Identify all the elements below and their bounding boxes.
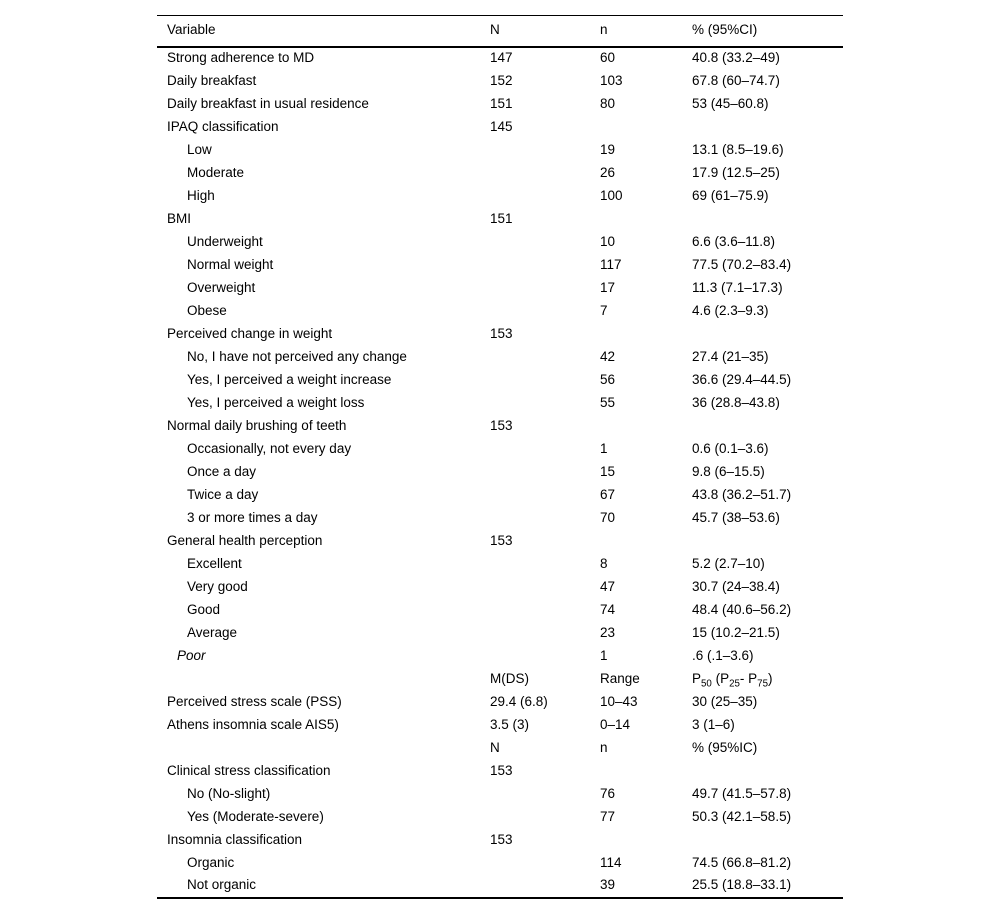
N-cell: 152 — [490, 72, 513, 88]
n-cell — [590, 829, 682, 852]
pct-cell — [682, 208, 843, 231]
N-cell — [480, 599, 590, 622]
n-cell: 39 — [600, 877, 616, 893]
N-cell — [480, 576, 590, 599]
pct-cell: $P_{50}$ ($P_{25}-$ $P_{75}$) — [692, 670, 773, 690]
variable-cell: Underweight — [187, 233, 263, 249]
N-cell — [480, 852, 590, 875]
table-row — [157, 622, 843, 645]
table-row — [157, 461, 843, 484]
n-cell — [590, 208, 682, 231]
table-row — [157, 139, 843, 162]
n-cell — [590, 760, 682, 783]
pct-cell: 17.9 (12.5–25) — [692, 164, 780, 180]
variable-cell: Once a day — [187, 463, 257, 479]
N-cell: 153 — [490, 831, 513, 847]
N-cell — [480, 553, 590, 576]
table-row — [157, 576, 843, 599]
n-cell: 26 — [600, 164, 616, 180]
n-cell: 60 — [600, 50, 616, 66]
pct-cell: .6 (.1–3.6) — [692, 647, 754, 663]
n-cell: 8 — [600, 555, 608, 571]
N-cell: 153 — [490, 762, 513, 778]
n-cell: 67 — [600, 486, 616, 502]
table-row — [157, 691, 843, 714]
table-row — [157, 47, 843, 70]
pct-cell: 77.5 (70.2–83.4) — [692, 256, 792, 272]
table-row — [157, 300, 843, 323]
n-cell: 23 — [600, 624, 616, 640]
table-row — [157, 507, 843, 530]
variable-cell: Very good — [187, 578, 248, 594]
pct-cell: 67.8 (60–74.7) — [692, 72, 780, 88]
table-row — [157, 346, 843, 369]
pct-cell: 40.8 (33.2–49) — [692, 50, 780, 66]
N-cell: 147 — [490, 50, 513, 66]
n-cell: 80 — [600, 95, 616, 111]
pct-cell: 69 (61–75.9) — [692, 187, 769, 203]
table-subheader-row — [157, 737, 843, 760]
n-cell: 10 — [600, 233, 616, 249]
table-row — [157, 645, 843, 668]
variable-cell: Good — [187, 601, 221, 617]
pct-cell: 36 (28.8–43.8) — [692, 394, 780, 410]
pct-cell: 43.8 (36.2–51.7) — [692, 486, 792, 502]
pct-cell: 3 (1–6) — [692, 716, 735, 732]
variable-cell: High — [187, 187, 215, 203]
variable-cell: Strong adherence to MD — [167, 50, 315, 66]
variable-cell: Clinical stress classification — [167, 762, 331, 778]
n-cell: 100 — [600, 187, 623, 203]
variable-cell: Normal daily brushing of teeth — [167, 417, 347, 433]
variable-cell: Insomnia classification — [167, 831, 303, 847]
pct-cell — [682, 760, 843, 783]
col-header-n: n — [600, 22, 608, 38]
variable-cell: Athens insomnia scale AIS5) — [167, 716, 339, 732]
table-row — [157, 530, 843, 553]
N-cell — [480, 783, 590, 806]
variable-cell: Occasionally, not every day — [187, 440, 352, 456]
variable-cell: Not organic — [187, 877, 257, 893]
variable-cell: No (No-slight) — [187, 785, 271, 801]
N-cell: 151 — [490, 95, 513, 111]
n-cell: 1 — [600, 647, 608, 663]
n-cell: 74 — [600, 601, 616, 617]
table-subheader-row — [157, 668, 843, 691]
variable-cell: Low — [187, 141, 212, 157]
variable-cell — [157, 668, 480, 691]
n-cell: Range — [600, 670, 640, 686]
n-cell: 47 — [600, 578, 616, 594]
pct-cell: 74.5 (66.8–81.2) — [692, 854, 792, 870]
variable-cell: Average — [187, 624, 238, 640]
N-cell — [480, 231, 590, 254]
col-header-variable: Variable — [167, 22, 216, 38]
n-cell: 114 — [600, 854, 622, 870]
N-cell — [480, 369, 590, 392]
N-cell: M(DS) — [490, 670, 529, 686]
n-cell: 19 — [600, 141, 616, 157]
pct-cell: 48.4 (40.6–56.2) — [692, 601, 792, 617]
variable-cell: Daily breakfast in usual residence — [167, 95, 369, 111]
variable-cell: Moderate — [187, 164, 245, 180]
pct-cell: 49.7 (41.5–57.8) — [692, 785, 792, 801]
n-cell: 103 — [600, 72, 623, 88]
N-cell: 153 — [490, 417, 513, 433]
n-cell: 17 — [600, 279, 616, 295]
variable-cell: BMI — [167, 210, 192, 226]
table-row — [157, 714, 843, 737]
table-row — [157, 392, 843, 415]
col-header-pct: % (95%CI) — [692, 22, 758, 38]
variable-cell: Perceived change in weight — [167, 325, 333, 341]
N-cell — [480, 139, 590, 162]
pct-cell: 11.3 (7.1–17.3) — [692, 279, 783, 295]
n-cell: 15 — [600, 463, 616, 479]
N-cell — [480, 254, 590, 277]
pct-cell: % (95%IC) — [692, 739, 758, 755]
table-row — [157, 599, 843, 622]
N-cell — [480, 622, 590, 645]
table-row — [157, 277, 843, 300]
N-cell — [480, 806, 590, 829]
variable-cell: Yes, I perceived a weight loss — [187, 394, 365, 410]
n-cell: 1 — [600, 440, 608, 456]
table-row — [157, 852, 843, 875]
N-cell — [480, 185, 590, 208]
n-cell: 42 — [600, 348, 616, 364]
N-cell — [480, 461, 590, 484]
N-cell — [480, 277, 590, 300]
variable-cell: Twice a day — [187, 486, 259, 502]
table-row — [157, 254, 843, 277]
N-cell — [480, 507, 590, 530]
table-row — [157, 185, 843, 208]
table-row — [157, 162, 843, 185]
N-cell — [480, 645, 590, 668]
n-cell — [590, 530, 682, 553]
variable-cell: Overweight — [187, 279, 256, 295]
n-cell: n — [600, 739, 608, 755]
table-row — [157, 806, 843, 829]
n-cell: 117 — [600, 256, 622, 272]
stats-table — [157, 15, 843, 899]
pct-cell: 25.5 (18.8–33.1) — [692, 877, 792, 893]
pct-cell — [682, 116, 843, 139]
variable-cell: IPAQ classification — [167, 118, 279, 134]
pct-cell: 5.2 (2.7–10) — [692, 555, 765, 571]
variable-cell: Perceived stress scale (PSS) — [167, 693, 342, 709]
table-row — [157, 116, 843, 139]
variable-cell: Yes (Moderate-severe) — [187, 808, 324, 824]
pct-cell: 53 (45–60.8) — [692, 95, 769, 111]
variable-cell: Organic — [187, 854, 235, 870]
n-cell: 10–43 — [600, 693, 638, 709]
N-cell — [480, 162, 590, 185]
N-cell — [480, 300, 590, 323]
table-row — [157, 484, 843, 507]
N-cell — [480, 875, 590, 898]
table-row — [157, 438, 843, 461]
n-cell: 56 — [600, 371, 616, 387]
n-cell: 7 — [600, 302, 608, 318]
n-cell — [590, 116, 682, 139]
pct-cell: 45.7 (38–53.6) — [692, 509, 780, 525]
n-cell — [590, 323, 682, 346]
n-cell: 77 — [600, 808, 616, 824]
table-row — [157, 829, 843, 852]
table-row — [157, 208, 843, 231]
pct-cell: 30.7 (24–38.4) — [692, 578, 780, 594]
N-cell: N — [490, 739, 500, 755]
N-cell — [480, 392, 590, 415]
N-cell — [480, 346, 590, 369]
variable-cell: Poor — [177, 647, 206, 663]
pct-cell — [682, 323, 843, 346]
N-cell: 3.5 (3) — [490, 716, 530, 732]
N-cell: 153 — [490, 532, 513, 548]
pct-cell: 50.3 (42.1–58.5) — [692, 808, 792, 824]
pct-cell: 13.1 (8.5–19.6) — [692, 141, 784, 157]
pct-cell: 27.4 (21–35) — [692, 348, 769, 364]
pct-cell: 9.8 (6–15.5) — [692, 463, 765, 479]
variable-cell: 3 or more times a day — [187, 509, 318, 525]
variable-cell — [157, 737, 480, 760]
pct-cell — [682, 530, 843, 553]
table-row — [157, 760, 843, 783]
n-cell: 70 — [600, 509, 616, 525]
N-cell — [480, 438, 590, 461]
N-cell: 153 — [490, 325, 513, 341]
variable-cell: Excellent — [187, 555, 242, 571]
N-cell: 29.4 (6.8) — [490, 693, 548, 709]
table-row — [157, 70, 843, 93]
table-row — [157, 783, 843, 806]
table-row — [157, 553, 843, 576]
variable-cell: Normal weight — [187, 256, 274, 272]
variable-cell: General health perception — [167, 532, 323, 548]
variable-cell: No, I have not perceived any change — [187, 348, 407, 364]
table-body — [157, 47, 843, 898]
table-row — [157, 231, 843, 254]
n-cell — [590, 415, 682, 438]
variable-cell: Obese — [187, 302, 227, 318]
table-row — [157, 93, 843, 116]
N-cell — [480, 484, 590, 507]
table-row — [157, 415, 843, 438]
N-cell: 151 — [490, 210, 513, 226]
variable-cell: Daily breakfast — [167, 72, 257, 88]
pct-cell — [682, 415, 843, 438]
pct-cell: 30 (25–35) — [692, 693, 758, 709]
table-head — [157, 16, 843, 47]
n-cell: 55 — [600, 394, 616, 410]
pct-cell: 15 (10.2–21.5) — [692, 624, 780, 640]
pct-cell: 6.6 (3.6–11.8) — [692, 233, 776, 249]
pct-cell: 4.6 (2.3–9.3) — [692, 302, 769, 318]
pct-cell: 0.6 (0.1–3.6) — [692, 440, 769, 456]
variable-cell: Yes, I perceived a weight increase — [187, 371, 392, 387]
pct-cell — [682, 829, 843, 852]
n-cell: 0–14 — [600, 716, 631, 732]
n-cell: 76 — [600, 785, 616, 801]
table-row — [157, 369, 843, 392]
table-row — [157, 875, 843, 898]
N-cell: 145 — [490, 118, 513, 134]
pct-cell: 36.6 (29.4–44.5) — [692, 371, 792, 387]
table-header-row — [157, 16, 843, 47]
col-header-N: N — [490, 22, 500, 38]
table-row — [157, 323, 843, 346]
